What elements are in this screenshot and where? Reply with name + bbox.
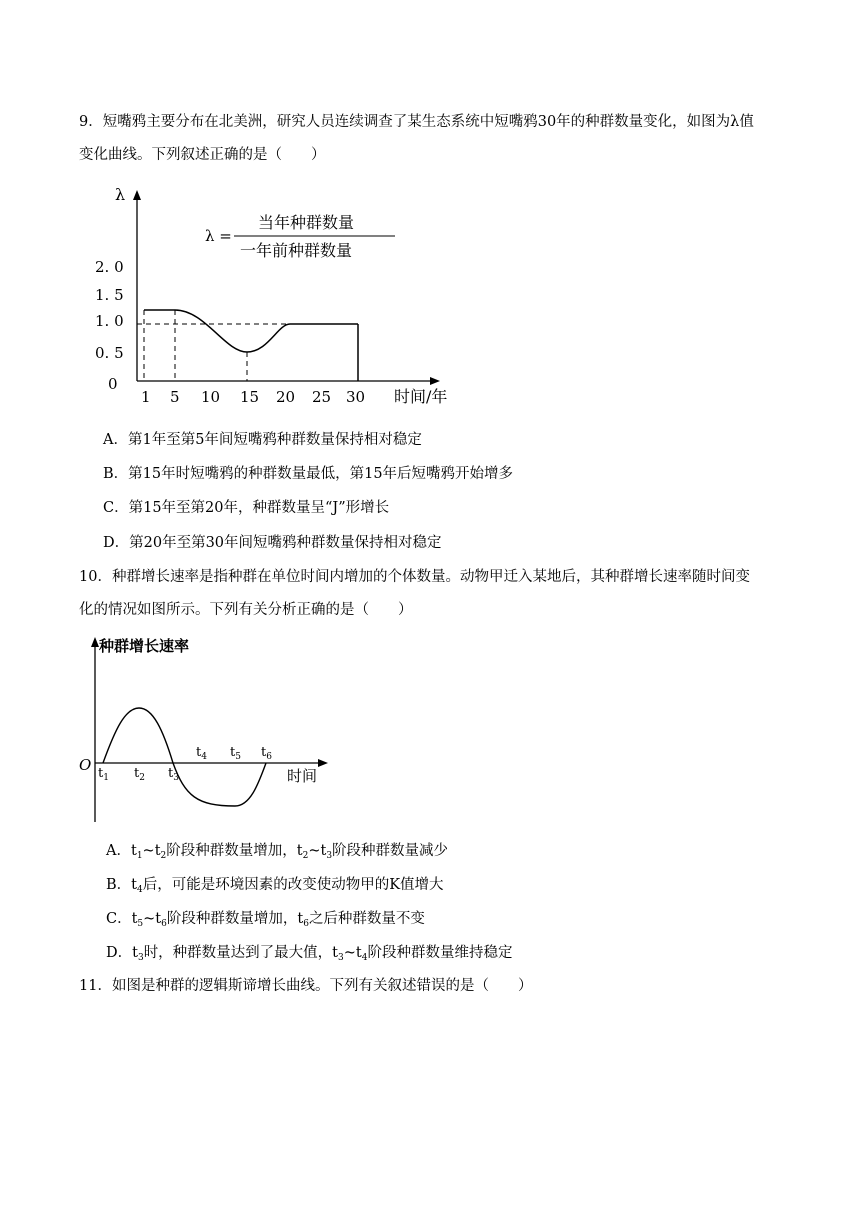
q9-formula-denominator: 一年前种群数量 — [240, 241, 353, 260]
q10-option-d: D．$t_3$时，种群数量达到了最大值，$t_3\sim t_4$阶段种群数量维持稳定 — [106, 945, 513, 963]
q10-t-label-4: $t_4$ — [196, 745, 207, 762]
q9-x-tick: 25 — [312, 388, 332, 406]
q10-option-b: B．$t_4$后，可能是环境因素的改变使动物甲的K值增大 — [106, 877, 444, 895]
q9-lambda-curve — [144, 310, 358, 352]
q9-x-tick: 30 — [346, 388, 366, 406]
q10-t-label-5: $t_5$ — [230, 745, 241, 762]
q9-option-c: C．第15年至第20年，种群数量呈“J”形增长 — [103, 500, 390, 516]
q9-y-tick: 2. 0 — [95, 258, 124, 276]
q10-stem-line1: 10．种群增长速率是指种群在单位时间内增加的个体数量。动物甲迁入某地后，其种群增长速率随时间变 — [79, 569, 750, 585]
q10-option-a: A．$t_1\sim t_2$阶段种群数量增加，$t_2\sim t_3$阶段种群数量减少 — [106, 843, 449, 861]
q9-option-b: B．第15年时短嘴鸦的种群数量最低，第15年后短嘴鸦开始增多 — [103, 466, 514, 482]
q9-y-tick: 0. 5 — [95, 344, 124, 362]
q9-y-axis-arrow — [133, 190, 141, 200]
q9-lambda-chart — [90, 178, 470, 413]
q9-x-tick: 1 — [141, 388, 151, 406]
q9-y-axis-label: λ — [115, 185, 126, 204]
q10-t-label-3: $t_3$ — [168, 766, 179, 783]
q9-x-tick: 15 — [240, 388, 260, 406]
q9-option-d: D．第20年至第30年间短嘴鸦种群数量保持相对稳定 — [103, 535, 442, 551]
q10-x-axis-label: 时间 — [287, 767, 318, 785]
q9-stem-line1: 9．短嘴鸦主要分布在北美洲，研究人员连续调查了某生态系统中短嘴鸦30年的种群数量变化，如图为λ值 — [79, 114, 754, 130]
q10-option-c: C．$t_5\sim t_6$阶段种群数量增加，$t_6$之后种群数量不变 — [106, 911, 425, 929]
q9-x-tick: 10 — [201, 388, 221, 406]
q9-formula-lhs: λ = — [205, 227, 232, 245]
q9-origin: 0 — [108, 375, 118, 393]
q10-origin: O — [79, 756, 92, 774]
q10-t-label-1: $t_1$ — [98, 766, 109, 783]
q11-stem-line1: 11．如图是种群的逻辑斯谛增长曲线。下列有关叙述错误的是（ ） — [79, 978, 533, 994]
q10-growth-rate-chart — [75, 630, 335, 830]
q9-x-tick: 5 — [170, 388, 180, 406]
q10-x-axis-arrow — [318, 759, 328, 767]
q9-y-tick: 1. 0 — [95, 312, 124, 330]
q9-formula-numerator: 当年种群数量 — [258, 213, 355, 232]
q9-x-axis-arrow — [430, 377, 440, 385]
q9-y-tick: 1. 5 — [95, 286, 124, 304]
q9-x-axis-label: 时间/年 — [394, 387, 448, 406]
q10-t-label-6: $t_6$ — [261, 745, 272, 762]
q10-y-axis-arrow — [91, 637, 99, 647]
q10-growth-curve — [103, 708, 266, 806]
q9-x-tick: 20 — [276, 388, 296, 406]
q10-y-axis-label: 种群增长速率 — [99, 637, 190, 655]
q10-stem-line2: 化的情况如图所示。下列有关分析正确的是（ ） — [79, 602, 413, 618]
q10-t-label-2: $t_2$ — [134, 766, 145, 783]
q9-option-a: A．第1年至第5年间短嘴鸦种群数量保持相对稳定 — [103, 432, 422, 448]
q9-stem-line2: 变化曲线。下列叙述正确的是（ ） — [79, 147, 326, 163]
